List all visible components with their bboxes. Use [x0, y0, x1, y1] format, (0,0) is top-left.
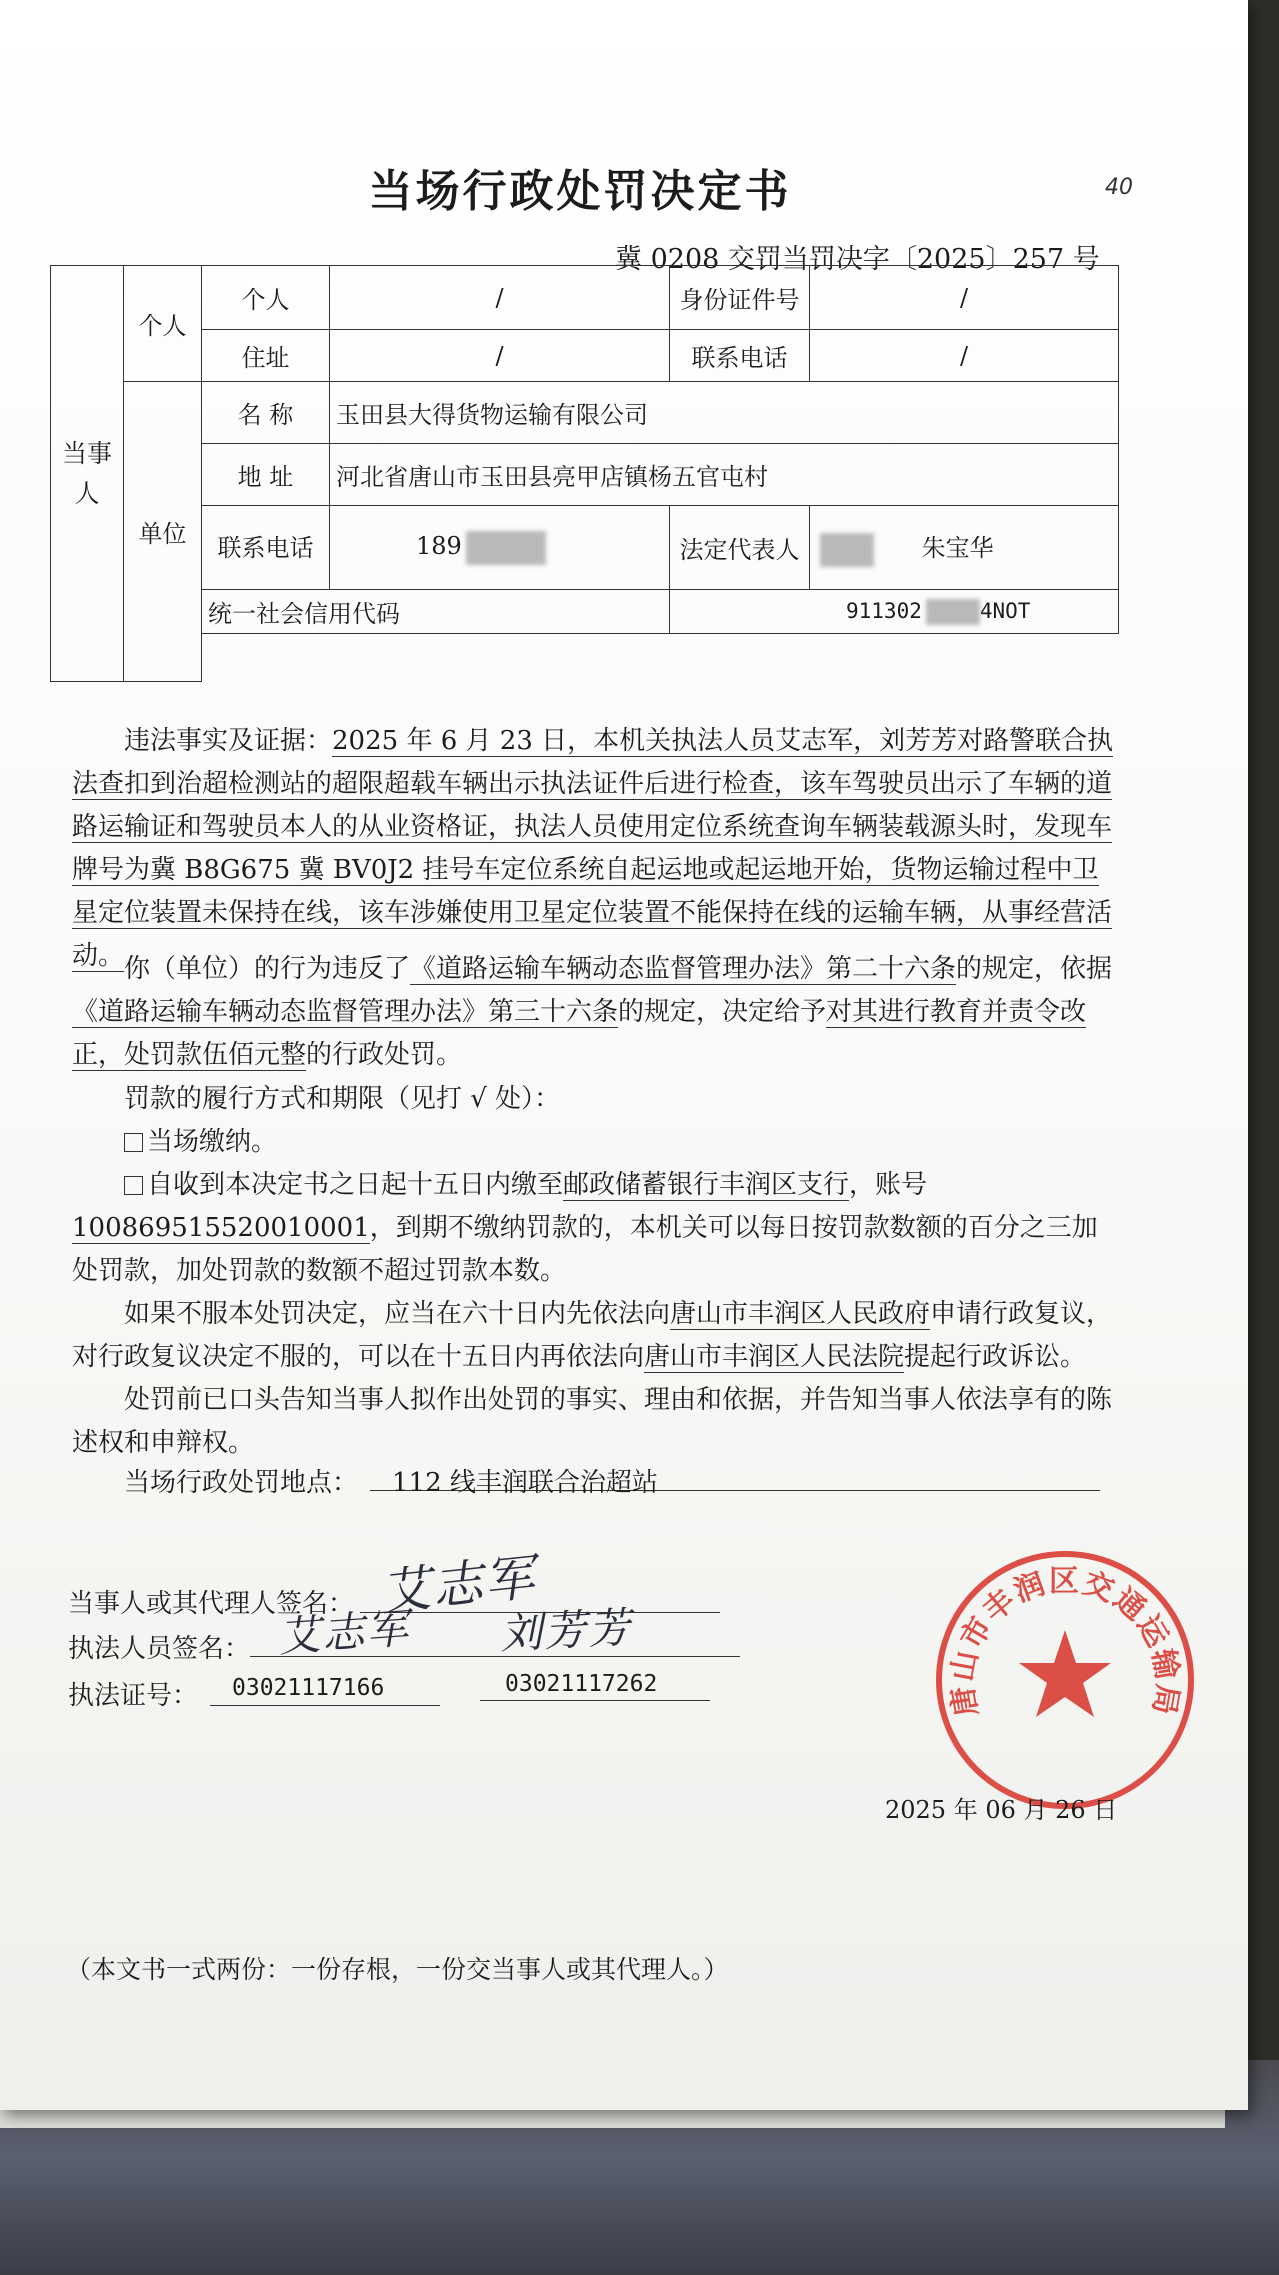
- facts-label: 违法事实及证据：: [124, 726, 333, 756]
- penalty-decision: 对其进行教育并责令改正，处罚款伍佰元整: [72, 997, 1087, 1070]
- cert-line-2: [480, 1700, 710, 1701]
- id-label: 身份证件号: [670, 266, 810, 330]
- payment-option-bank: ✓自收到本决定书之日起十五日内缴至邮政储蓄银行丰润区支行，账号 100869515520010001，到期不缴纳罚款的，本机关可以每日按罚款数额的百分之三加处罚款，加处罚款的数额不超过罚款本数。: [72, 1164, 1117, 1293]
- violation-paragraph: 你（单位）的行为违反了《道路运输车辆动态监督管理办法》第二十六条的规定，依据《道路运输车辆动态监督管理办法》第三十六条的规定，决定给予对其进行教育并责令改正，处罚款伍佰元整的行政处罚。: [72, 954, 1113, 1070]
- party-signature-label: 当事人或其代理人签名：: [68, 1589, 355, 1619]
- credit-code-value: 911302 4NOT: [670, 590, 1119, 634]
- court-name: 唐山市丰润区人民法院: [644, 1342, 905, 1372]
- official-red-stamp: [930, 1545, 1200, 1815]
- cert-line-1: [210, 1705, 440, 1706]
- account-number: 100869515520010001: [72, 1213, 370, 1243]
- legal-rep-value: 朱宝华: [921, 534, 994, 563]
- id-value: /: [810, 266, 1119, 330]
- party-label: 当事人: [51, 266, 124, 682]
- violated-law: 《道路运输车辆动态监督管理办法》第二十六条: [410, 954, 957, 984]
- individual-name-value: /: [330, 266, 670, 330]
- checkbox-checked: [124, 1176, 143, 1195]
- cert-number-1: 03021117166: [232, 1675, 385, 1701]
- redaction-mask: [466, 531, 546, 565]
- facts-text: 2025 年 6 月 23 日，本机关执法人员艾志军，刘芳芳对路警联合执法查扣到治超检测站的超限超载车辆出示执法证件后进行检查，该车驾驶员出示了车辆的道路运输证和驾驶员本人的从业资格证，执法人员使用定位系统查询车辆装载源头时，发现车牌号为冀 B8G675 冀 BV0J2 挂号车定位系统自起运地或起运地开始，货物运输过程中卫星定位装置未保持在线，该车涉嫌使用卫星定位装置不能保持在线的运输车辆，从事经营活动。: [72, 726, 1114, 971]
- stamp-text: 唐山市丰润区交通运输局: [945, 1564, 1185, 1720]
- unit-address-value: 河北省唐山市玉田县亮甲店镇杨五官屯村: [330, 444, 1119, 506]
- document-number: 冀 0208 交罚当罚决字〔2025〕257 号: [615, 244, 1100, 275]
- unit-address-label: 地 址: [202, 444, 330, 506]
- address-value: /: [330, 330, 670, 382]
- legal-rep-cell: [810, 506, 1119, 590]
- phone-value: /: [810, 330, 1119, 382]
- footer-note: （本文书一式两份：一份存根，一份交当事人或其代理人。）: [66, 1955, 729, 1984]
- location-label: 当场行政处罚地点：: [124, 1468, 359, 1498]
- unit-label: 单位: [124, 382, 202, 682]
- location-value: 112 线丰润联合治超站: [392, 1468, 658, 1498]
- legal-rep-label: 法定代表人: [670, 506, 810, 590]
- bank-name: 邮政储蓄银行丰润区支行: [563, 1170, 850, 1200]
- payment-heading: 罚款的履行方式和期限（见打 √ 处）：: [124, 1084, 561, 1114]
- officer-handwritten-signature-2: 刘芳芳: [498, 1602, 634, 1659]
- cert-number-label: 执法证号：: [68, 1681, 199, 1711]
- redaction-mask: [926, 599, 980, 625]
- contact-phone-cell: [330, 506, 670, 590]
- issue-date: 2025 年 06 月 26 日: [885, 1796, 1118, 1824]
- credit-code-label: 统一社会信用代码: [202, 590, 670, 634]
- contact-phone-label: 联系电话: [202, 506, 330, 590]
- payment-option-onsite: 当场缴纳。: [72, 1121, 1117, 1164]
- cert-number-2: 03021117262: [505, 1671, 658, 1697]
- unit-name-value: 玉田县大得货物运输有限公司: [330, 382, 1119, 444]
- redaction-mask: [820, 533, 874, 567]
- review-authority: 唐山市丰润区人民政府: [670, 1299, 931, 1329]
- appeal-paragraph: 如果不服本处罚决定，应当在六十日内先依法向唐山市丰润区人民政府申请行政复议，对行政复议决定不服的，可以在十五日内再依法向唐山市丰润区人民法院提起行政诉讼。: [72, 1299, 1113, 1372]
- officer-signature-label: 执法人员签名：: [68, 1634, 251, 1664]
- officer-handwritten-signature-1: 艾志军: [276, 1603, 412, 1662]
- party-handwritten-signature: 艾志军: [377, 1547, 540, 1622]
- individual-label: 个人: [124, 266, 202, 382]
- phone-label: 联系电话: [670, 330, 810, 382]
- notice-paragraph: 处罚前已口头告知当事人拟作出处罚的事实、理由和依据，并告知当事人依法享有的陈述权和申辩权。: [72, 1385, 1113, 1458]
- address-label: 住址: [202, 330, 330, 382]
- basis-law: 《道路运输车辆动态监督管理办法》第三十六条: [72, 997, 619, 1027]
- table-spacer-row: [51, 634, 1119, 682]
- checkbox-unchecked: [124, 1133, 143, 1152]
- document-title: 当场行政处罚决定书: [368, 166, 792, 217]
- page-edge: [0, 2110, 1225, 2128]
- contact-phone-value: 189: [416, 532, 462, 560]
- individual-name-label: 个人: [202, 266, 330, 330]
- unit-name-label: 名 称: [202, 382, 330, 444]
- facts-paragraph: [72, 720, 1117, 978]
- page-mark: 40: [1105, 175, 1133, 200]
- party-table: [50, 265, 1119, 682]
